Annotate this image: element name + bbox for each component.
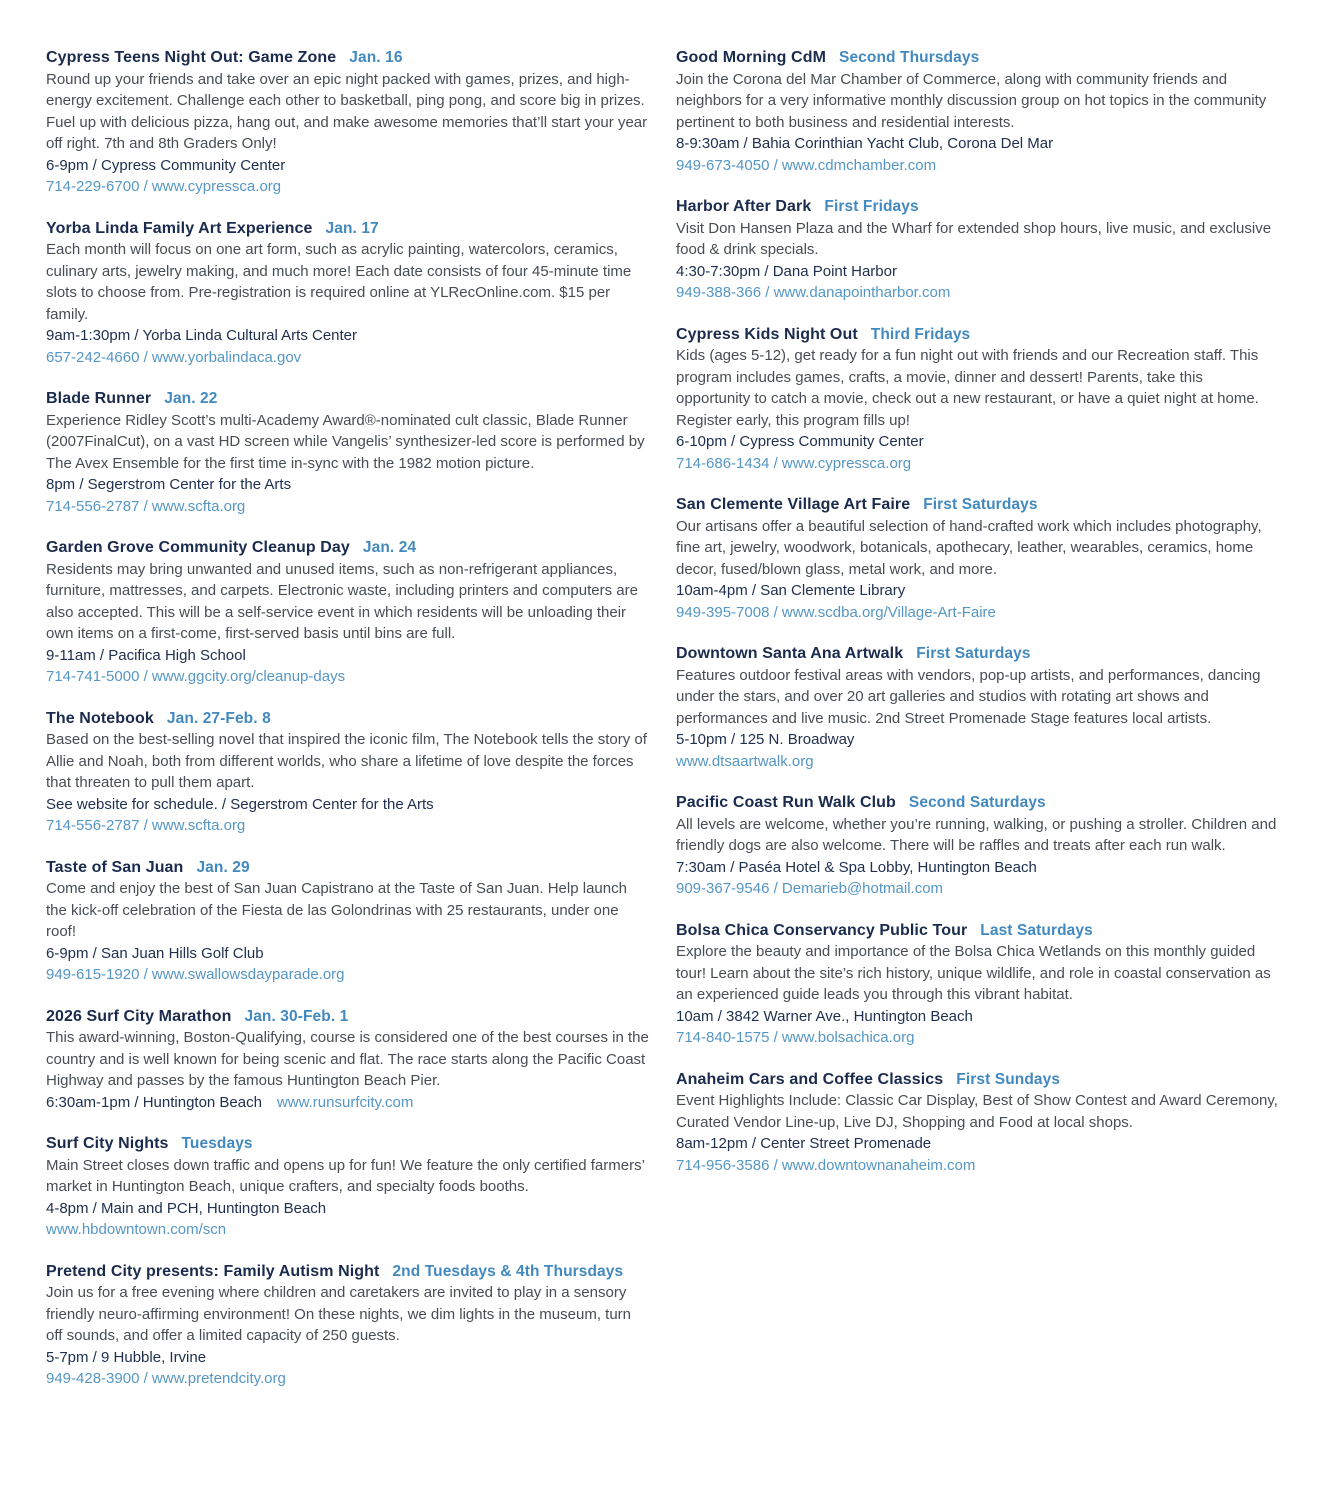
event-contact-link[interactable]: 909-367-9546 / Demarieb@hotmail.com (676, 880, 944, 897)
event-location-line (46, 474, 650, 496)
event-location: 9-11am / Pacifica High School (46, 646, 246, 664)
event-listing (676, 792, 1280, 900)
event-schedule: Jan. 24 (362, 539, 417, 556)
event-schedule: Last Saturdays (980, 921, 1093, 939)
event-location: 5-7pm / 9 Hubble, Irvine (46, 1348, 207, 1366)
event-header (676, 920, 1280, 942)
event-listing (46, 1261, 650, 1390)
event-website-link[interactable]: www.runsurfcity.com (276, 1093, 414, 1111)
event-columns (46, 47, 1280, 1410)
event-header (676, 494, 1280, 516)
event-listing (46, 47, 650, 198)
event-description: All levels are welcome, whether you’re running, walking, or pushing a stroller. Children and friendly dogs are also welcome. There will be raffles and treats after each run walk. (676, 815, 1277, 854)
event-title: San Clemente Village Art Faire (676, 496, 911, 513)
event-listing (46, 537, 650, 688)
event-title: Pretend City presents: Family Autism Night (46, 1262, 380, 1280)
event-location-line (46, 1347, 650, 1369)
event-contact-link[interactable]: 714-556-2787 / www.scfta.org (46, 497, 246, 515)
event-schedule: Second Saturdays (908, 794, 1046, 811)
event-title: Cypress Kids Night Out (676, 325, 858, 343)
event-header (46, 857, 650, 879)
event-contact-link[interactable]: 714-229-6700 / www.cypressca.org (46, 178, 282, 195)
event-header (46, 218, 650, 240)
event-schedule: Jan. 29 (196, 858, 250, 876)
event-schedule: First Fridays (824, 198, 919, 215)
event-schedule: Second Thursdays (839, 49, 980, 66)
event-title: Yorba Linda Family Art Experience (46, 219, 313, 237)
event-title: Anaheim Cars and Coffee Classics (676, 1070, 944, 1088)
event-location: 10am / 3842 Warner Ave., Huntington Beach (676, 1007, 973, 1025)
event-contact-link[interactable]: www.hbdowntown.com/scn (46, 1221, 227, 1238)
event-location: 9am-1:30pm / Yorba Linda Cultural Arts Center (46, 327, 358, 344)
event-contact-link[interactable]: 949-673-4050 / www.cdmchamber.com (676, 156, 937, 174)
event-location-line (676, 1133, 1280, 1155)
event-listing (676, 920, 1280, 1049)
event-location-line (676, 580, 1280, 602)
event-description: Explore the beauty and importance of the Bolsa Chica Wetlands on this monthly guided tour! Learn about the site’s rich history, unique wildlife, and role in coastal conservation as an experienced guide leads you through this vibrant habitat. (676, 943, 1271, 1003)
event-description: Main Street closes down traffic and opens up for fun! We feature the only certified farmers’ market in Huntington Beach, unique crafters, and specialty foods booths. (46, 1156, 645, 1195)
event-description: Round up your friends and take over an epic night packed with games, prizes, and high-energy excitement. Challenge each other to basketball, ping pong, and score big in prizes. Fuel up with delicious pizza, hang out, and make awesome memories that’ll start your year off right. 7th and 8th Graders Only! (46, 70, 648, 152)
event-description: Each month will focus on one art form, such as acrylic painting, watercolors, ceramics, culinary arts, jewelry making, and much more! Each date consists of four 45-minute time slots to choose from. Pre-registration is required online at YLRecOnline.com. $15 per family. (46, 241, 632, 323)
event-contact-link[interactable]: www.dtsaartwalk.org (676, 752, 814, 770)
event-location: 6-9pm / San Juan Hills Golf Club (46, 944, 264, 962)
event-contact-link[interactable]: 657-242-4660 / www.yorbalindaca.gov (46, 348, 302, 366)
event-header (46, 708, 650, 730)
event-header (676, 1069, 1280, 1091)
event-schedule: First Saturdays (923, 496, 1038, 513)
event-location: 6:30am-1pm / Huntington Beach (46, 1093, 262, 1111)
event-header (676, 196, 1280, 218)
event-schedule: Jan. 27-Feb. 8 (166, 709, 271, 727)
event-header (46, 388, 650, 410)
event-header (676, 643, 1280, 665)
event-location-line (46, 325, 650, 347)
event-title: The Notebook (46, 709, 154, 727)
event-listing (676, 643, 1280, 772)
event-contact-link[interactable]: 949-615-1920 / www.swallowsdayparade.org (46, 966, 345, 983)
event-location: 5-10pm / 125 N. Broadway (676, 731, 855, 748)
event-contact-link[interactable]: 949-428-3900 / www.pretendcity.org (46, 1370, 286, 1387)
event-location-line (676, 857, 1280, 879)
event-header (676, 792, 1280, 814)
event-location-line (676, 431, 1280, 453)
event-location-line (676, 729, 1280, 751)
event-description: Visit Don Hansen Plaza and the Wharf for extended shop hours, live music, and exclusive food & drink specials. (676, 219, 1272, 258)
event-listing (676, 324, 1280, 475)
event-description: Our artisans offer a beautiful selection of hand-crafted work which includes photography, fine art, jewelry, woodwork, botanicals, apothecary, leather, wearables, ceramics, home decor, fused/blown glass, metal work, and more. (676, 517, 1262, 578)
right-column (676, 47, 1280, 1196)
event-header (676, 324, 1280, 346)
event-location: 10am-4pm / San Clemente Library (676, 582, 906, 599)
event-schedule: Jan. 17 (325, 219, 379, 237)
event-listing (46, 708, 650, 837)
event-title: Pacific Coast Run Walk Club (676, 794, 896, 811)
event-title: Taste of San Juan (46, 858, 184, 876)
event-schedule: Jan. 30-Feb. 1 (244, 1007, 349, 1025)
event-description: Based on the best-selling novel that inspired the iconic film, The Notebook tells the story of Allie and Noah, both from different worlds, who share a lifetime of love despite the forces that threaten to pull them apart. (46, 731, 647, 791)
event-schedule: Third Fridays (870, 325, 971, 343)
event-listing (46, 1133, 650, 1241)
event-location-line (676, 261, 1280, 283)
event-listing (676, 47, 1280, 176)
event-location-line (46, 794, 650, 816)
event-location-line (46, 943, 650, 965)
event-location-line (676, 1006, 1280, 1028)
event-location: 7:30am / Paséa Hotel & Spa Lobby, Huntington Beach (676, 858, 1037, 876)
event-header (46, 47, 650, 69)
left-column (46, 47, 650, 1410)
event-header (46, 537, 650, 559)
event-listing (676, 494, 1280, 623)
event-description: Experience Ridley Scott’s multi-Academy Award®-nominated cult classic, Blade Runner (2007FinalCut), on a vast HD screen while Vangelis’ synthesizer-led score is performed by The Avex Ensemble for the first time in-sync with the 1982 motion picture. (46, 411, 645, 472)
event-description: This award-winning, Boston-Qualifying, course is considered one of the best courses in the country and is well known for being scenic and flat. The race starts along the Pacific Coast Highway and passes by the famous Huntington Beach Pier. (46, 1029, 649, 1089)
event-title: Garden Grove Community Cleanup Day (46, 539, 350, 556)
event-title: Cypress Teens Night Out: Game Zone (46, 49, 337, 66)
event-location: See website for schedule. / Segerstrom Center for the Arts (46, 795, 434, 813)
event-location: 4:30-7:30pm / Dana Point Harbor (676, 262, 897, 280)
event-contact-link[interactable]: 714-556-2787 / www.scfta.org (46, 817, 246, 834)
event-listing (46, 857, 650, 986)
event-schedule: Jan. 22 (164, 390, 218, 407)
event-contact-link[interactable]: 714-956-3586 / www.downtownanaheim.com (676, 1156, 976, 1174)
event-title: Blade Runner (46, 390, 152, 407)
event-location: 8am-12pm / Center Street Promenade (676, 1135, 932, 1152)
event-header (46, 1261, 650, 1283)
event-listing (46, 218, 650, 369)
event-title: Downtown Santa Ana Artwalk (676, 645, 904, 662)
event-location-line (46, 1198, 650, 1220)
event-description: Kids (ages 5-12), get ready for a fun night out with friends and our Recreation staff. This program includes games, crafts, a movie, dinner and dessert! Parents, take this opportunity to catch a movie, check out a new restaurant, or have a quiet night at home. Register early, this program fills up! (676, 347, 1259, 429)
event-description: Features outdoor festival areas with vendors, pop-up artists, and performances, dancing under the stars, and over 20 art galleries and studios with rotating art shows and performances and live music. 2nd Street Promenade Stage features local artists. (676, 666, 1261, 727)
event-contact-link[interactable]: 714-686-1434 / www.cypressca.org (676, 454, 912, 472)
event-schedule: First Saturdays (916, 645, 1031, 662)
event-contact-link[interactable]: 714-741-5000 / www.ggcity.org/cleanup-days (46, 668, 346, 685)
event-location-line (676, 133, 1280, 155)
event-title: Bolsa Chica Conservancy Public Tour (676, 921, 968, 939)
event-schedule: Tuesdays (181, 1135, 253, 1152)
event-description: Join us for a free evening where children and caretakers are invited to play in a sensory friendly neuro-affirming environment! On these nights, we dim lights in the museum, turn off sounds, and offer a limited capacity of 250 guests. (46, 1284, 631, 1344)
event-header (676, 47, 1280, 69)
event-header (46, 1133, 650, 1155)
event-location: 8-9:30am / Bahia Corinthian Yacht Club, Corona Del Mar (676, 135, 1054, 152)
event-title: Surf City Nights (46, 1135, 169, 1152)
event-description: Residents may bring unwanted and unused items, such as non-refrigerant appliances, furniture, mattresses, and carpets. Electronic waste, including printers and computers are also accepted. This will be a self-service event in which residents will be unloading their own items on a first-come, first-served basis until bins are full. (46, 560, 638, 642)
event-description: Join the Corona del Mar Chamber of Commerce, along with community friends and neighbors for a very informative monthly discussion group on hot topics in the community pertinent to both business and residential interests. (676, 70, 1267, 131)
event-schedule: 2nd Tuesdays & 4th Thursdays (392, 1262, 624, 1280)
event-location: 8pm / Segerstrom Center for the Arts (46, 476, 292, 493)
event-listing (676, 1069, 1280, 1177)
event-contact-link[interactable]: 714-840-1575 / www.bolsachica.org (676, 1029, 915, 1046)
event-title: Good Morning CdM (676, 49, 827, 66)
event-contact-link[interactable]: 949-388-366 / www.danapointharbor.com (676, 284, 951, 301)
event-listing (46, 388, 650, 517)
event-schedule: First Sundays (956, 1070, 1061, 1088)
event-location: 4-8pm / Main and PCH, Huntington Beach (46, 1199, 327, 1217)
event-listing (46, 1006, 650, 1114)
event-location-line (46, 645, 650, 667)
event-listing (676, 196, 1280, 304)
event-description: Event Highlights Include: Classic Car Display, Best of Show Contest and Award Ceremony, Curated Vendor Line-up, Live DJ, Shopping and Food at local shops. (676, 1092, 1278, 1131)
event-location: 6-9pm / Cypress Community Center (46, 156, 286, 174)
event-location-line (46, 155, 650, 177)
event-description: Come and enjoy the best of San Juan Capistrano at the Taste of San Juan. Help launch the kick-off celebration of the Fiesta de las Golondrinas with 25 restaurants, under one roof! (46, 880, 627, 940)
event-title: 2026 Surf City Marathon (46, 1007, 232, 1025)
event-location: 6-10pm / Cypress Community Center (676, 433, 924, 450)
event-header (46, 1006, 650, 1028)
event-title: Harbor After Dark (676, 198, 812, 215)
event-contact-link[interactable]: 949-395-7008 / www.scdba.org/Village-Art-Faire (676, 603, 996, 621)
event-location-line (46, 1092, 650, 1114)
event-schedule: Jan. 16 (349, 49, 403, 66)
